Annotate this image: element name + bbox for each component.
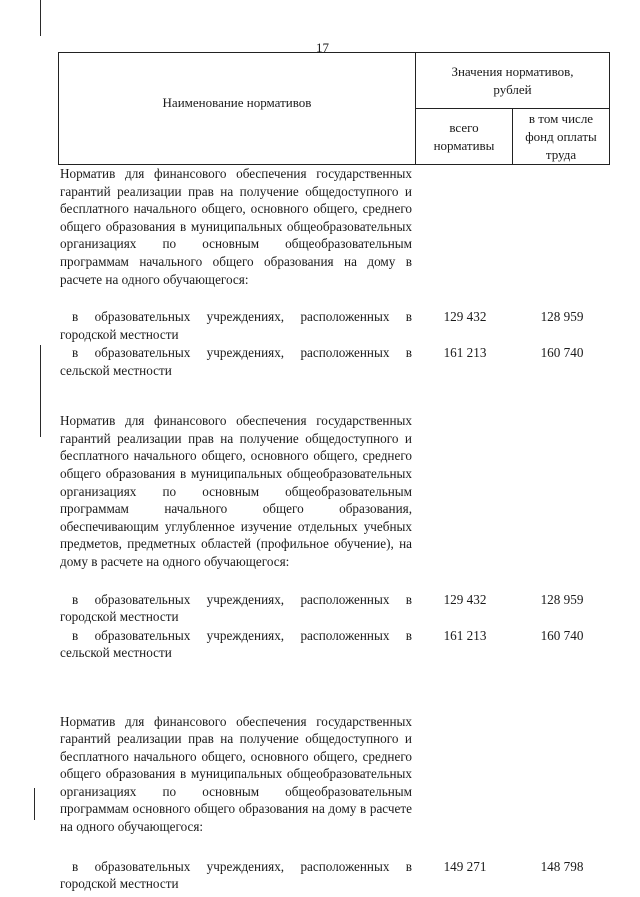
header-name-label: Наименование нормативов [162,94,312,110]
page-number: 17 [316,40,329,55]
norm-rows [60,308,610,380]
table-row [60,344,610,380]
scan-edge-mark-middle [40,345,41,437]
table-row [60,627,610,663]
row-total-value: 129 432 [443,591,487,607]
scan-edge-mark-bottom [34,788,35,820]
norm-rows [60,591,610,663]
table-row [60,308,610,344]
row-fund-value: 160 740 [540,627,584,643]
row-total-value: 129 432 [443,309,487,325]
norm-rows [60,858,610,894]
header-values-column: Значения нормативов, рублей [416,53,610,109]
row-label: в образовательных учреждениях, расположенных в городской местности [60,591,412,625]
norm-description: Норматив для финансового обеспечения государственных гарантий реализации прав на получение общедоступного и бесплатного начального общего, основного общего, среднего общего образования в муниципальных общеобразовательных организациях по основным общеобразовательным программам основного общего образования на дому в расчете на одного обучающегося: [60,713,412,835]
table-header [58,52,610,165]
table-row [60,858,610,894]
table-body [60,165,610,894]
norm-description: Норматив для финансового обеспечения государственных гарантий реализации прав на получение общедоступного и бесплатного начального общего, основного общего, среднего общего образования в муниципальных общеобразовательных организациях по основным общеобразовательным программам начального общего образования, обеспечивающим углубленное изучение отдельных учебных предметов, предметных областей (профильное обучение), на дому в расчете на одного обучающегося: [60,413,412,569]
header-total-column: всего нормативы [416,109,513,165]
row-label: в образовательных учреждениях, расположенных в городской местности [60,309,412,342]
row-fund-value: 128 959 [540,591,584,607]
scan-edge-mark-top [40,0,41,36]
norm-description: Норматив для финансового обеспечения государственных гарантий реализации прав на получение общедоступного и бесплатного начального общего, основного общего, среднего общего образования в муниципальных общеобразовательных организациях по основным общеобразовательным программам начального общего образования на дому в расчете на одного обучающегося: [60,166,412,287]
norm-section-3 [60,713,610,894]
row-label: в образовательных учреждениях, расположенных в сельской местности [60,345,412,378]
header-fund-column: в том числе фонд оплаты труда [513,109,610,165]
header-name-column [59,53,416,165]
norm-section-2 [60,412,610,662]
norm-section-1 [60,165,610,380]
row-label: в образовательных учреждениях, расположенных в городской местности [60,858,412,892]
row-fund-value: 148 798 [540,858,584,874]
row-fund-value: 160 740 [540,345,584,361]
row-total-value: 161 213 [443,627,487,643]
row-label: в образовательных учреждениях, расположенных в сельской местности [60,627,412,661]
table-row [60,591,610,627]
row-total-value: 149 271 [443,858,487,874]
row-total-value: 161 213 [443,345,487,361]
row-fund-value: 128 959 [540,309,584,325]
